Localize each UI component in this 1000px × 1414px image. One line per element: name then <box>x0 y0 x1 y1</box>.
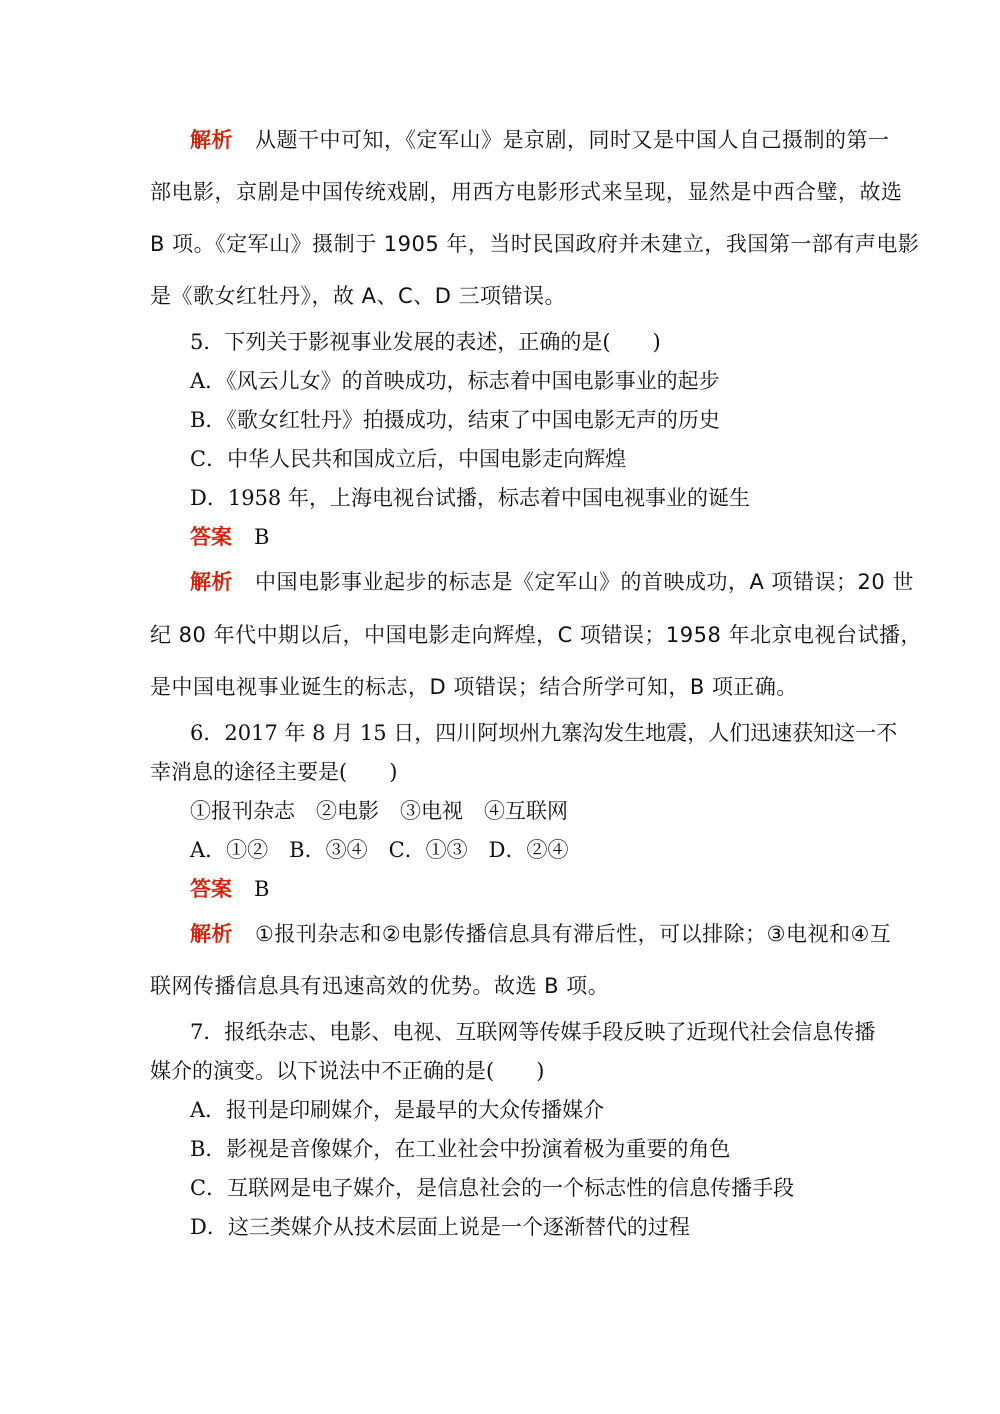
q6-items: ①报刊杂志 ②电影 ③电视 ④互联网 <box>190 799 568 823</box>
q6-analysis-line-1: 解析 ①报刊杂志和②电影传播信息具有滞后性，可以排除；③电视和④互 <box>190 922 892 946</box>
q7-stem-line-2: 媒介的演变。以下说法中不正确的是( ) <box>150 1059 545 1083</box>
answer-label: 答案 <box>190 525 232 549</box>
analysis-prev-line-2: 部电影，京剧是中国传统戏剧，用西方电影形式来呈现，显然是中西合璧，故选 <box>150 180 903 204</box>
q6-options: A．①② B．③④ C．①③ D．②④ <box>190 838 569 862</box>
q5-option-c: C．中华人民共和国成立后，中国电影走向辉煌 <box>190 447 627 471</box>
q7-stem-line-1: 7．报纸杂志、电影、电视、互联网等传媒手段反映了近现代社会信息传播 <box>190 1020 876 1044</box>
analysis-prev-line-4: 是《歌女红牡丹》，故 A、C、D 三项错误。 <box>150 284 567 308</box>
q7-option-b: B．影视是音像媒介，在工业社会中扮演着极为重要的角色 <box>190 1137 731 1161</box>
q5-analysis-line-1: 解析 中国电影事业起步的标志是《定军山》的首映成功，A 项错误；20 世 <box>190 570 914 594</box>
analysis-label: 解析 <box>190 570 233 594</box>
q5-option-b: B．《歌女红牡丹》拍摄成功，结束了中国电影无声的历史 <box>190 408 720 432</box>
analysis-label: 解析 <box>190 128 233 152</box>
q5-analysis-line-3: 是中国电视事业诞生的标志，D 项错误；结合所学可知，B 项正确。 <box>150 675 798 699</box>
q7-option-c: C．互联网是电子媒介，是信息社会的一个标志性的信息传播手段 <box>190 1176 795 1200</box>
q5-option-a: A．《风云儿女》的首映成功，标志着中国电影事业的起步 <box>190 369 720 393</box>
q7-option-a: A．报刊是印刷媒介，是最早的大众传播媒介 <box>190 1098 605 1122</box>
q6-answer: 答案 B <box>190 877 270 901</box>
q6-stem-line-1: 6．2017 年 8 月 15 日，四川阿坝州九寨沟发生地震，人们迅速获知这一不 <box>190 721 898 745</box>
q6-analysis-line-2: 联网传播信息具有迅速高效的优势。故选 B 项。 <box>150 974 610 998</box>
q5-analysis-line-2: 纪 80 年代中期以后，中国电影走向辉煌，C 项错误；1958 年北京电视台试播， <box>150 623 923 647</box>
answer-label: 答案 <box>190 877 232 901</box>
analysis-prev-line-1: 解析 从题干中可知，《定军山》是京剧，同时又是中国人自己摄制的第一 <box>190 128 890 152</box>
q5-stem: 5．下列关于影视事业发展的表述，正确的是( ) <box>190 330 661 354</box>
q6-stem-line-2: 幸消息的途径主要是( ) <box>150 760 398 784</box>
q5-answer: 答案 B <box>190 525 270 549</box>
analysis-prev-line-3: B 项。《定军山》摄制于 1905 年，当时民国政府并未建立，我国第一部有声电影 <box>150 232 920 256</box>
q7-option-d: D．这三类媒介从技术层面上说是一个逐渐替代的过程 <box>190 1215 690 1239</box>
q5-option-d: D．1958 年，上海电视台试播，标志着中国电视事业的诞生 <box>190 486 750 510</box>
analysis-label: 解析 <box>190 922 233 946</box>
